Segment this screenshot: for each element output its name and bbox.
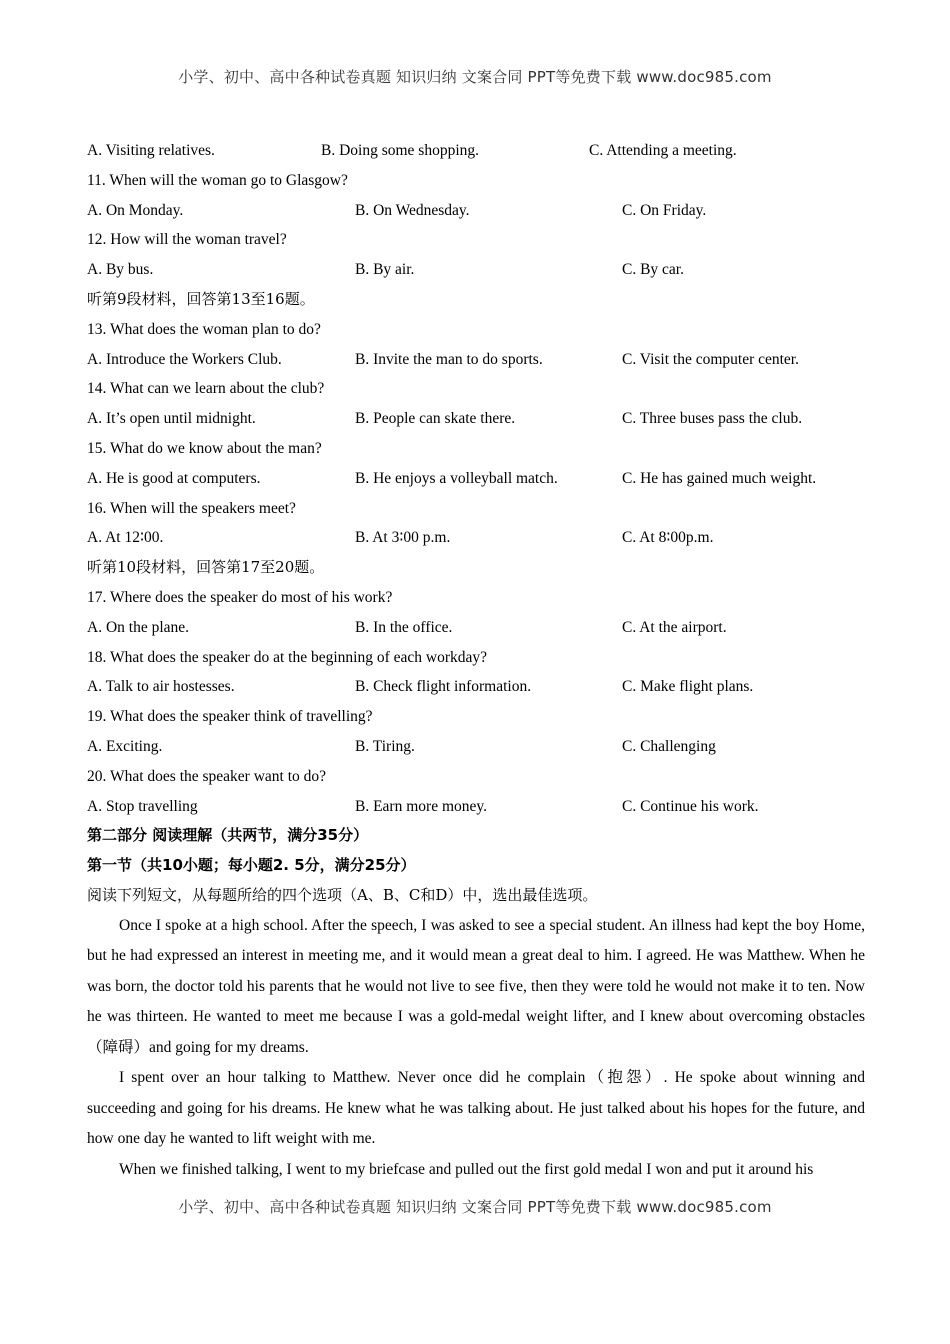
footer-banner: 小学、初中、高中各种试卷真题 知识归纳 文案合同 PPT等免费下载 www.doc985.com (178, 1198, 772, 1216)
option-b: B. By air. (355, 261, 415, 279)
option-c: C. Make flight plans. (622, 678, 754, 696)
option-b: B. Check flight information. (355, 678, 532, 696)
option-a: A. Introduce the Workers Club. (87, 350, 282, 368)
option-a: A. He is good at computers. (87, 469, 261, 487)
option-c: C. He has gained much weight. (622, 469, 817, 487)
q20-options (87, 792, 865, 822)
option-b: B. At 3∶00 p.m. (355, 529, 451, 547)
q10-options (87, 136, 865, 166)
passage-paragraph-1: Once I spoke at a high school. After the speech, I was asked to see a special student. An illness had kept the boy Home, but he had expressed an interest in meeting me, and it would mean a great deal to him. I agreed. He was Matthew. When he was born, the doctor told his parents that he would not live to see five, then they were told he would not make it to ten. Now he was thirteen. He wanted to meet me because I was a gold-medal weight lifter, and I knew about overcoming obstacles（障碍）and going for my dreams. (87, 916, 865, 1056)
question-17: 17. Where does the speaker do most of his work? (87, 588, 393, 606)
option-c: C. At 8∶00p.m. (622, 529, 714, 547)
option-c: C. Challenging (622, 737, 716, 755)
header-banner: 小学、初中、高中各种试卷真题 知识归纳 文案合同 PPT等免费下载 www.doc985.com (178, 68, 772, 86)
option-c: C. Attending a meeting. (589, 142, 737, 159)
option-b: B. He enjoys a volleyball match. (355, 469, 558, 487)
question-12: 12. How will the woman travel? (87, 231, 287, 249)
q18-options (87, 672, 865, 702)
section-10-instruction: 听第10段材料，回答第17至20题。 (87, 558, 325, 577)
option-b: B. Invite the man to do sports. (355, 350, 543, 368)
option-c: C. By car. (622, 261, 684, 279)
option-b: B. Doing some shopping. (321, 142, 480, 159)
option-b: B. In the office. (355, 618, 453, 636)
q17-options (87, 613, 865, 643)
option-a: A. On the plane. (87, 618, 190, 636)
question-16: 16. When will the speakers meet? (87, 499, 296, 517)
option-b: B. Tiring. (355, 737, 415, 755)
option-a: A. Exciting. (87, 737, 163, 755)
section-9-instruction: 听第9段材料，回答第13至16题。 (87, 289, 315, 308)
part-2-heading: 第二部分 阅读理解（共两节，满分35分） (87, 826, 369, 845)
option-b: B. Earn more money. (355, 797, 487, 815)
question-13: 13. What does the woman plan to do? (87, 320, 321, 338)
question-19: 19. What does the speaker think of travelling? (87, 708, 373, 726)
option-c: C. Three buses pass the club. (622, 410, 803, 428)
passage-paragraph-2: I spent over an hour talking to Matthew. Never once did he complain（抱怨）. He spoke about winning and succeeding and going for his dreams. He knew what he was talking about. He just talked about his hopes for the future, and how one day he wanted to lift weight with me. (87, 1069, 865, 1148)
question-14: 14. What can we learn about the club? (87, 380, 325, 398)
q13-options (87, 345, 865, 375)
option-a: A. It’s open until midnight. (87, 410, 256, 428)
question-11: 11. When will the woman go to Glasgow? (87, 171, 348, 189)
q12-options (87, 255, 865, 285)
option-a: A. By bus. (87, 261, 154, 279)
question-15: 15. What do we know about the man? (87, 439, 322, 457)
section-1-heading: 第一节（共10小题；每小题2. 5分，满分25分） (87, 856, 416, 875)
option-a: A. Stop travelling (87, 797, 198, 815)
option-b: B. On Wednesday. (355, 201, 470, 219)
q15-options (87, 464, 865, 494)
option-c: C. Visit the computer center. (622, 350, 799, 368)
reading-instruction: 阅读下列短文，从每题所给的四个选项（A、B、C和D）中，选出最佳选项。 (87, 885, 598, 904)
option-a: A. At 12∶00. (87, 529, 164, 547)
exam-content (87, 136, 865, 1185)
q16-options (87, 523, 865, 553)
option-a: A. Visiting relatives. (87, 142, 215, 159)
passage-paragraph-3: When we finished talking, I went to my briefcase and pulled out the first gold medal I won and put it around his (119, 1160, 814, 1178)
question-20: 20. What does the speaker want to do? (87, 767, 327, 785)
option-c: C. Continue his work. (622, 797, 759, 815)
q11-options (87, 196, 865, 226)
option-a: A. Talk to air hostesses. (87, 678, 235, 696)
q14-options (87, 404, 865, 434)
q19-options (87, 732, 865, 762)
option-a: A. On Monday. (87, 201, 184, 219)
option-b: B. People can skate there. (355, 410, 516, 428)
question-18: 18. What does the speaker do at the beginning of each workday? (87, 648, 487, 666)
option-c: C. At the airport. (622, 618, 727, 636)
option-c: C. On Friday. (622, 201, 707, 219)
